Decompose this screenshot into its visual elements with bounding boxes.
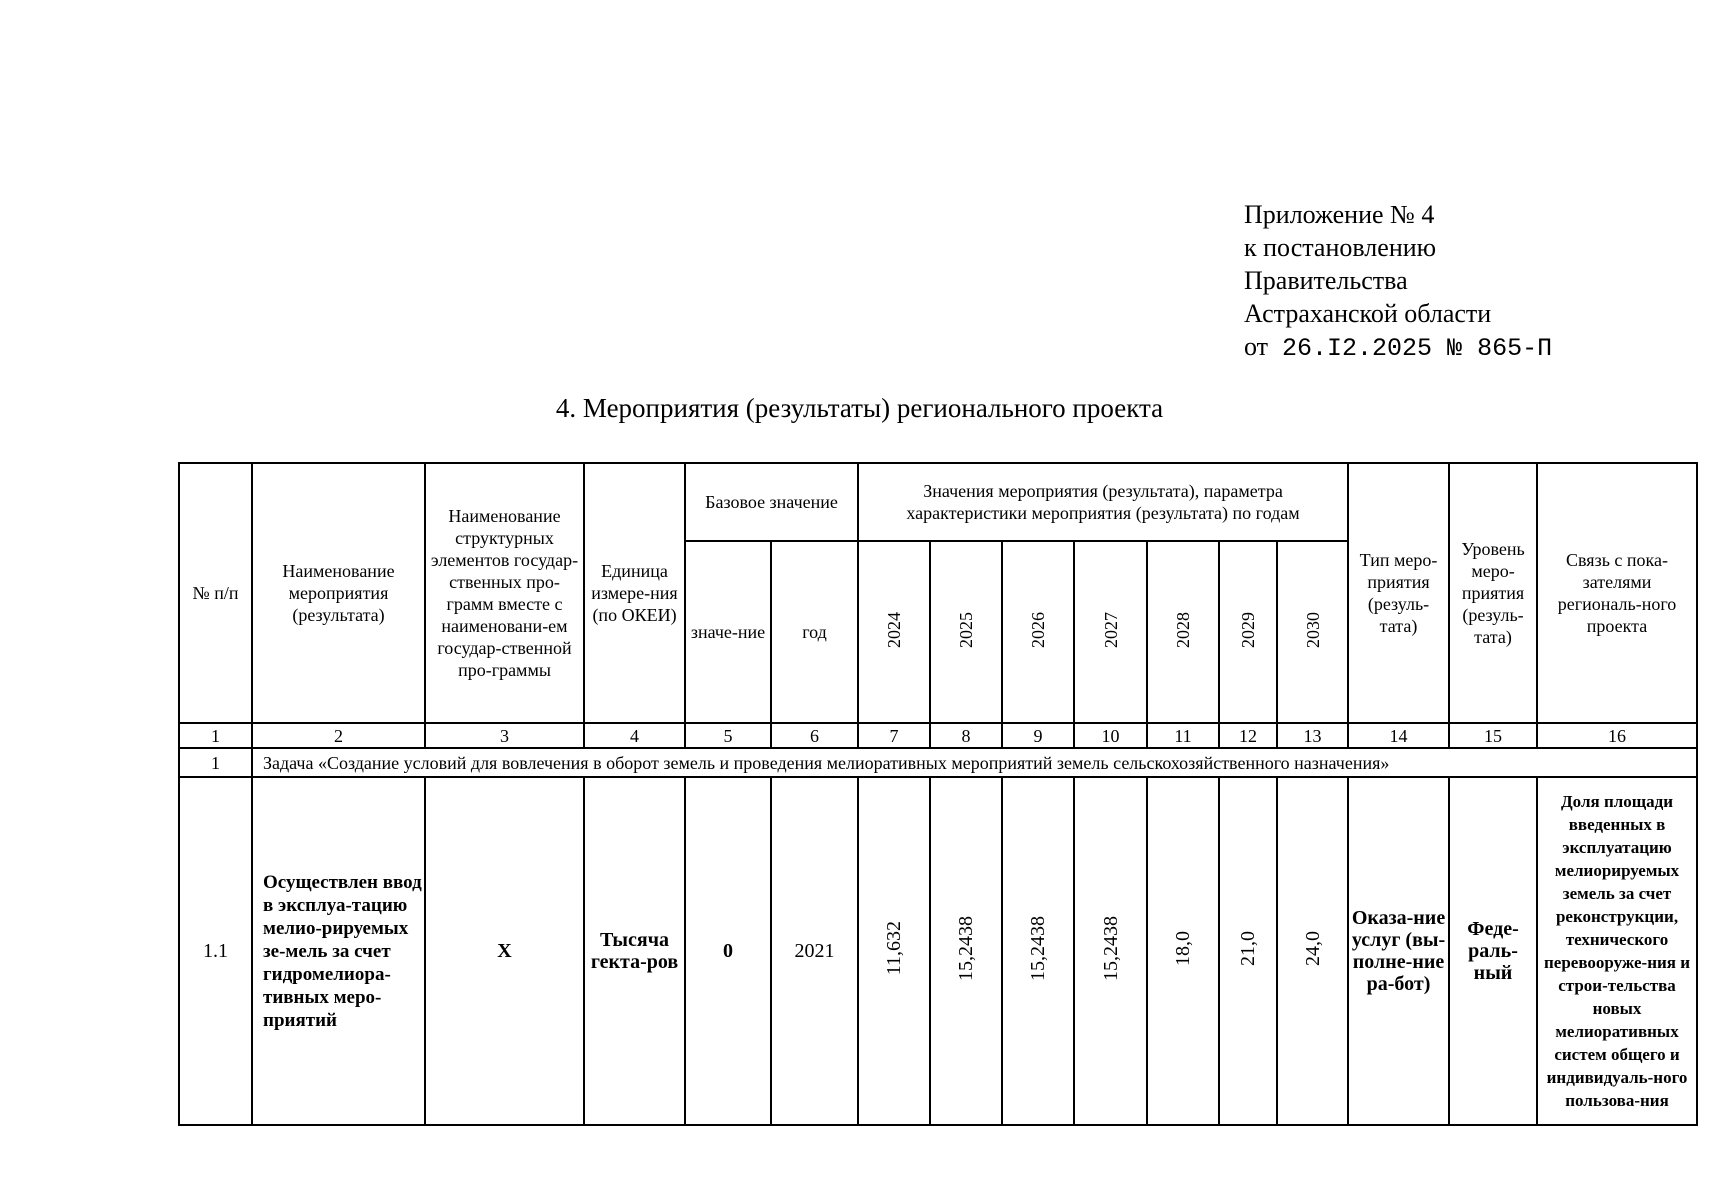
column-number: 6 [771,723,858,748]
header-link-indicators: Связь с пока-зателями региональ-ного проекта [1537,463,1697,723]
year-label: 2025 [956,611,977,648]
column-number: 13 [1277,723,1348,748]
row-unit: Тысяча гекта-ров [584,777,685,1125]
appendix-line-4: Астраханской области [1244,299,1492,328]
header-values-by-year: Значения мероприятия (результата), параметра характеристики мероприятия (результата) по годам [858,463,1348,541]
column-number: 9 [1002,723,1074,748]
column-number: 16 [1537,723,1697,748]
header-name: Наименование мероприятия (результата) [252,463,425,723]
row-value-2024 [858,777,930,1125]
row-activity-level: Феде-раль-ный [1449,777,1537,1125]
column-number: 1 [179,723,252,748]
header-num: № п/п [179,463,252,723]
resolution-date-number: 26.I2.2025 № 865-П [1282,334,1553,363]
header-year [1147,541,1219,723]
activities-table [178,462,1698,1126]
task-number: 1 [179,748,252,777]
header-year [930,541,1002,723]
row-activity-type: Оказа-ние услуг (вы-полне-ние ра-бот) [1348,777,1449,1125]
appendix-date-line [1244,330,1552,365]
table-row [179,777,1697,1125]
column-number: 11 [1147,723,1219,748]
row-activity-name: Осуществлен ввод в эксплуа-тацию мелио-рируемых зе-мель за счет гидромелиора-тивных меро-приятий [252,777,425,1125]
header-year [858,541,930,723]
task-row [179,748,1697,777]
column-number: 4 [584,723,685,748]
row-base-year: 2021 [771,777,858,1125]
column-number: 2 [252,723,425,748]
header-year [1219,541,1277,723]
row-value-2027 [1074,777,1147,1125]
header-year [1277,541,1348,723]
column-number-row [179,723,1697,748]
row-value-2029 [1219,777,1277,1125]
column-number: 12 [1219,723,1277,748]
header-base-value-value: значе-ние [685,541,771,723]
task-text: Задача «Создание условий для вовлечения в оборот земель и проведения мелиоративных мероприятий земель сельскохозяйственного назначения» [252,748,1697,777]
appendix-block [1244,198,1552,365]
header-structural-elements: Наименование структурных элементов государ-ственных про-грамм вместе с наименовани-ем государ-ственной про-граммы [425,463,584,723]
section-title: 4. Мероприятия (результаты) регионального проекта [555,393,1164,423]
row-value-2026 [1002,777,1074,1125]
value-text: 15,2438 [1099,916,1122,981]
column-number: 7 [858,723,930,748]
value-text: 24,0 [1301,931,1324,966]
column-number: 15 [1449,723,1537,748]
year-label: 2028 [1173,611,1194,648]
header-type: Тип меро-приятия (резуль-тата) [1348,463,1449,723]
header-base-value-year: год [771,541,858,723]
row-structural-element: Х [425,777,584,1125]
year-label: 2029 [1238,611,1259,648]
value-text: 21,0 [1237,931,1260,966]
row-value-2030 [1277,777,1348,1125]
value-text: 15,2438 [1027,916,1050,981]
row-value-2028 [1147,777,1219,1125]
header-level: Уровень меро-приятия (резуль-тата) [1449,463,1537,723]
row-base-value: 0 [685,777,771,1125]
column-number: 10 [1074,723,1147,748]
value-text: 18,0 [1172,931,1195,966]
year-label: 2026 [1028,611,1049,648]
header-year [1002,541,1074,723]
value-text: 15,2438 [955,916,978,981]
year-label: 2027 [1100,611,1121,648]
appendix-line-1: Приложение № 4 [1244,200,1435,229]
row-value-2025 [930,777,1002,1125]
header-year [1074,541,1147,723]
appendix-line-2: к постановлению [1244,233,1437,262]
header-base-value: Базовое значение [685,463,858,541]
column-number: 8 [930,723,1002,748]
appendix-line-3: Правительства [1244,266,1408,295]
row-link-indicator: Доля площади введенных в эксплуатацию мелиорируемых земель за счет реконструкции, технического перевооруже-ния и строи-тельства новых мелиоративных систем общего и индивидуаль-ного пользова-ния [1537,777,1697,1125]
date-prefix: от [1244,332,1269,361]
header-unit: Единица измере-ния (по ОКЕИ) [584,463,685,723]
column-number: 3 [425,723,584,748]
value-text: 11,632 [883,921,906,976]
year-label: 2030 [1302,611,1323,648]
row-number: 1.1 [179,777,252,1125]
year-label: 2024 [884,611,905,648]
column-number: 14 [1348,723,1449,748]
column-number: 5 [685,723,771,748]
